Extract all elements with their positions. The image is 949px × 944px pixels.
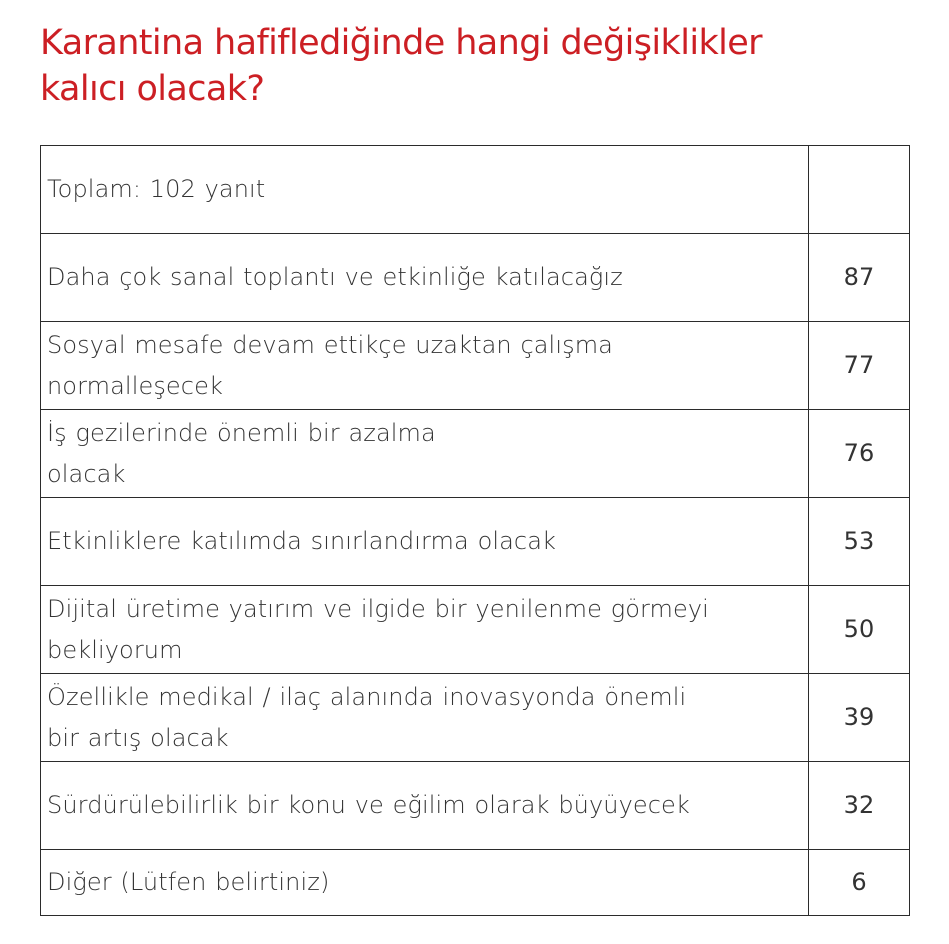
answer-label: [41, 498, 809, 586]
answer-label: [41, 322, 809, 410]
answer-label: [41, 410, 809, 498]
answer-count: 77: [809, 322, 910, 410]
answer-label-line: bir artış olacak: [47, 723, 229, 752]
answer-count: 32: [809, 762, 910, 850]
table-row: [41, 674, 910, 762]
answer-label-line: İş gezilerinde önemli bir azalma: [47, 418, 436, 447]
table-row-total: [41, 146, 910, 234]
answer-label: [41, 674, 809, 762]
answer-label: [41, 234, 809, 322]
table-row: [41, 498, 910, 586]
answer-count: 39: [809, 674, 910, 762]
answer-label: [41, 850, 809, 916]
total-value: [809, 146, 910, 234]
answer-count: 76: [809, 410, 910, 498]
answer-count: 53: [809, 498, 910, 586]
answer-label: [41, 762, 809, 850]
table-row: [41, 322, 910, 410]
answer-count: 6: [809, 850, 910, 916]
total-label: Toplam: 102 yanıt: [41, 146, 809, 234]
answer-label-line: Dijital üretime yatırım ve ilgide bir yenilenme görmeyi: [47, 594, 709, 623]
answer-label-line: olacak: [47, 459, 126, 488]
page-title: [40, 20, 920, 112]
answer-label: [41, 586, 809, 674]
table-row: [41, 234, 910, 322]
answer-label-line: bekliyorum: [47, 635, 183, 664]
answer-label-line: normalleşecek: [47, 371, 223, 400]
table-row: [41, 850, 910, 916]
answer-label-line: Özellikle medikal / ilaç alanında inovasyonda önemli: [47, 682, 687, 711]
answer-label-line: Diğer (Lütfen belirtiniz): [47, 868, 330, 896]
answer-count: 50: [809, 586, 910, 674]
table-row: [41, 586, 910, 674]
page-title-line-2: kalıcı olacak?: [40, 69, 265, 109]
survey-results-table: [40, 145, 910, 916]
answer-label-line: Sürdürülebilirlik bir konu ve eğilim olarak büyüyecek: [47, 791, 690, 819]
answer-label-line: Daha çok sanal toplantı ve etkinliğe katılacağız: [47, 263, 623, 291]
answer-label-line: Sosyal mesafe devam ettikçe uzaktan çalışma: [47, 330, 613, 359]
table-row: [41, 410, 910, 498]
table-row: [41, 762, 910, 850]
page-title-line-1: Karantina hafiflediğinde hangi değişiklikler: [40, 23, 762, 63]
answer-count: 87: [809, 234, 910, 322]
answer-label-line: Etkinliklere katılımda sınırlandırma olacak: [47, 527, 557, 555]
